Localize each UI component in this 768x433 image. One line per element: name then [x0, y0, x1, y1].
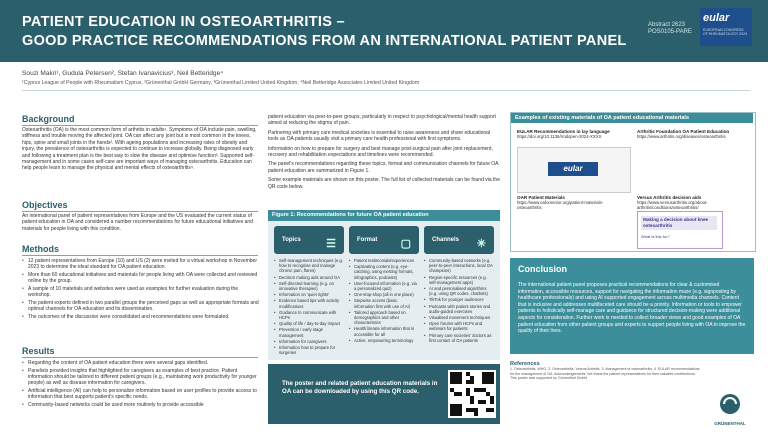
- qr-code[interactable]: [448, 370, 496, 418]
- methods-rule: [22, 255, 258, 256]
- figure-column-header: [424, 226, 494, 254]
- figure-1-title: Figure 1: Recommendations for future OA patient education: [268, 210, 500, 221]
- methods-item: • 12 patient representatives from Europe (10) and US (2) were invited for a virtual workshop in November 2023 to determine the ideal standard for OA patient education.: [22, 258, 260, 270]
- channels-list: [424, 258, 494, 343]
- figure-list-item: • Guidance to communicate with HCPs: [274, 310, 344, 320]
- example-item: [517, 195, 627, 211]
- eular-logo-subtitle: EUROPEAN CONGRESS OF RHEUMATOLOGY 2024: [703, 28, 747, 36]
- figure-list-item: • One-stop-shop (all in one place): [349, 292, 419, 297]
- figure-column-topics: [274, 226, 344, 356]
- figure-column-header: [349, 226, 419, 254]
- figure-list-item: • Decision making aids around OA: [274, 275, 344, 280]
- example-name: OAR Patient Materials: [517, 195, 565, 200]
- background-heading: Background: [22, 114, 75, 124]
- objectives-heading: Objectives: [22, 200, 68, 210]
- figure-list-item: • Region-specific resources (e.g. self-management apps): [424, 275, 494, 285]
- methods-heading: Methods: [22, 244, 59, 254]
- examples-panel: [510, 112, 756, 252]
- figure-column-format: [349, 226, 419, 344]
- eular-thumbnail-logo: eular: [548, 162, 598, 176]
- abstract-id: Abstract 2623: [648, 22, 686, 28]
- figure-list-item: • Primary care societies' doctors as first contact of OA patients: [424, 333, 494, 343]
- figure-list-item: • Captivating content (e.g. eye-catching, using existing formats, infographics, podcasts): [349, 264, 419, 280]
- title-line-1: PATIENT EDUCATION IN OSTEOARTHRITIS –: [22, 14, 345, 30]
- company-logo-text: GRÜNENTHAL: [714, 421, 746, 426]
- methods-item: • The patient experts defined in two parallel groups the perceived gaps as well as appropriate formats and optimal channels for OA education and its dissemination.: [22, 300, 260, 312]
- company-logo: [708, 392, 752, 426]
- results-item: • Community-based networks could be used more routinely to provide accessible: [22, 402, 260, 408]
- figure-list-item: • Evidence based tips with activity modifications: [274, 298, 344, 308]
- middle-paragraph-3: Information on how to prepare for surgery and best manage post-surgical pain after joint replacement, recovery and rehabilitation expectations and timelines were recommended.: [268, 145, 493, 159]
- figure-list-item: • Podcasts with patient stories and audio-guided exercises: [424, 304, 494, 314]
- eular-logo-text: eular: [703, 12, 730, 24]
- poster-id: POS0105-PARE: [648, 29, 692, 35]
- example-link[interactable]: https://www.oaforsenior.org/patient-materials-osteoarthritis: [517, 200, 604, 211]
- abstract-number: [648, 22, 692, 36]
- methods-item: • A sample of 10 materials and websites were used as examples for further evaluation during the workshop.: [22, 286, 260, 298]
- middle-paragraph-1: patient education via peer-to-peer groups, particularly in respect to psychological/mental health support aimed at reducing the stigma of pain.: [268, 114, 496, 127]
- middle-paragraph-4: The panel's recommendations regarding these topics, format and communication channels for future OA patient education are summarized in Figure 1.: [268, 161, 499, 174]
- figure-list-item: • TikTok for younger audiences: [424, 297, 494, 302]
- objectives-text: An international panel of patient representatives from Europe and the US evaluated the current status of patient education in OA and considered a number recommendations for future educational initiatives and materials for people living with this condition.: [22, 213, 253, 232]
- figure-list-item: • Patient testimonials/experiences: [349, 258, 419, 263]
- authors: Souzi Makri¹, Gudula Petersen², Stefan Ivanavicius³, Neil Betteridge⁴: [22, 70, 224, 77]
- figure-list-item: • Self-directed learning (e.g. on innovative therapies): [274, 281, 344, 291]
- conclusion-panel: [510, 258, 754, 354]
- middle-paragraph-2: Partnering with primary care medical societies is essential to raise awareness and share educational tools as OA patients usually visit a primary care health professional with first symptoms.: [268, 129, 491, 143]
- figure-list-item: • Self-management techniques (e.g. how to recognise and manage chronic pain, flares): [274, 258, 344, 274]
- references: [510, 362, 700, 381]
- references-heading: References: [510, 361, 540, 367]
- thumbnail-heading: Making a decision about knee osteoarthritis: [641, 216, 717, 230]
- example-item: [637, 129, 749, 139]
- poster-header: [0, 0, 768, 62]
- example-name: EULAR Recommendations in lay language: [517, 129, 610, 134]
- figure-list-item: • Community-based networks (e.g. peer-to-peer interactions, local OA champions): [424, 258, 494, 274]
- example-thumbnail: [517, 147, 631, 193]
- column-label: Topics: [282, 237, 301, 243]
- figure-list-item: • Health literate information that is accessible for all: [349, 326, 419, 336]
- results-item: • Panelists provided insights that highlighted for caregivers as examples of best practice. Patient information should be tailored to different patient groups (e.g., maintaining work productivity for younger people) as well as disease information for caregivers.: [22, 368, 260, 387]
- methods-item: • The outcomes of the discussion were consolidated and recommendations were formulated.: [22, 314, 260, 320]
- example-name: Versus Arthritis decision aids: [637, 195, 702, 200]
- affiliations: ¹Cyprus League of People with Rheumatism Cyprus, ²Grünenthal GmbH Germany, ³Grünenthal Limited United Kingdom, ⁴Neil Betteridge Associates Limited United Kingdom: [22, 80, 420, 86]
- figure-list-item: • Visualised movement techniques: [424, 315, 494, 320]
- figure-list-item: • Active, empowering terminology: [349, 338, 419, 343]
- format-list: [349, 258, 419, 343]
- methods-list: [22, 258, 260, 322]
- figure-list-item: • Information on 'quiet rights': [274, 292, 344, 297]
- results-list: [22, 360, 260, 410]
- figure-list-item: • Prevention / early stage management: [274, 327, 344, 337]
- grunenthal-logo-icon: [708, 392, 752, 416]
- example-item: [637, 195, 749, 211]
- eular-logo: [700, 8, 752, 46]
- figure-list-item: • Open forums with HCPs and webinars for patients: [424, 321, 494, 331]
- column-label: Format: [357, 237, 378, 243]
- figure-list-item: • Quality of life / day-to-day impact: [274, 321, 344, 326]
- results-item: • Regarding the content of OA patient education there were several gaps identified.: [22, 360, 260, 366]
- figure-list-item: • User-focused information (e.g. via a personalized quiz): [349, 281, 419, 291]
- middle-paragraph-5: Some example materials are shown on this poster. The full list of collected materials can be found via the QR code below.: [268, 177, 500, 190]
- example-link[interactable]: https://www.arthritis.org/diseases/osteoarthritis: [637, 134, 726, 140]
- figure-column-channels: [424, 226, 494, 344]
- network-icon: ✳: [476, 238, 486, 250]
- example-link[interactable]: https://www.versusarthritis.org/about-arthritis/conditions/osteoarthritis/: [637, 200, 708, 211]
- conclusion-heading: Conclusion: [518, 264, 567, 274]
- results-heading: Results: [22, 346, 55, 356]
- references-text: 1. Osteoarthritis. WHO. 2. Osteoarthritis. Versus Arthritis. 3. Management of osteoarthritis. 4. EULAR recommendations for the management of OA. Acknowledgements: We thank the patient representatives for their valuable contributions. This poster was supported by Grünenthal GmbH.: [510, 367, 700, 381]
- results-rule: [22, 357, 258, 358]
- background-text: Osteoarthritis (OA) is the most common form of arthritis in adults¹. Symptoms of OA include pain, swelling, stiffness and trouble moving the affected joint. OA can affect any joint but is most common in the knees, hips, spine and small joints in the hands². With ageing populations and increasing rates of obesity and injury, the prevalence of osteoarthritis is expected to continue to increase globally. Being diagnosed early and following a treatment plan is the best way to slow the disease and optimise function³. Supported self-management and in some cases self-care are important ways of managing osteoarthritis. Education can help people learn to manage the physical and mental effects of osteoarthritis⁴.: [22, 127, 257, 172]
- thumbnail-subheading: What is this for?: [641, 234, 670, 239]
- example-link[interactable]: https://doi.org/10.1136/rmdopen-2024-XXXX: [517, 134, 602, 140]
- qr-banner: [268, 364, 500, 424]
- topics-list: [274, 258, 344, 355]
- example-name: Arthritis Foundation OA Patient Education: [637, 129, 730, 134]
- document-icon: ▢: [400, 238, 411, 250]
- figure-1: [268, 210, 500, 360]
- methods-item: • More than 60 educational initiatives and materials for people living with OA were collected and reviewed online by the group.: [22, 272, 260, 284]
- header-divider: [22, 90, 750, 91]
- figure-list-item: • AI and personalised algorithms (e.g. using QR codes, chatbots): [424, 286, 494, 296]
- figure-list-item: • Tailored approach based on demographics and other characteristics: [349, 310, 419, 326]
- examples-title: Examples of existing materials of OA patient educational materials: [511, 113, 753, 123]
- figure-list-item: • Stepwise access (basic information first with use of AI): [349, 298, 419, 308]
- column-label: Channels: [432, 237, 460, 243]
- title-line-2: GOOD PRACTICE RECOMMENDATIONS FROM AN INTERNATIONAL PATIENT PANEL: [22, 33, 627, 49]
- example-item: [517, 129, 627, 139]
- figure-list-item: • Information how to prepare for surgeries: [274, 345, 344, 355]
- conclusion-text: The international patient panel proposes practical recommendations for clear & customised information, accessible resources, support for navigating the information maze (e.g. signposting by healthcare professionals) and using AI supported engagement across multimedia channels. Content that is inclusive and addresses multifaceted care should be a priority. Information or tools to empower patients to holistically self-manage care and guidance for structured decision-making were additional aspects for consideration. Further work is needed to collect broader views and good examples of OA patient education from other patient groups and experts to support people living with OA to improve the quality of their lives.: [518, 282, 746, 335]
- objectives-rule: [22, 211, 258, 212]
- qr-banner-text: The poster and related patient education materials in OA can be downloaded by using this QR code.: [282, 380, 438, 395]
- figure-list-item: • Information for caregivers: [274, 339, 344, 344]
- results-item: • Artificial intelligence (AI) can help to personalize information based on user profiles to provide access to information that best supports patient's specific needs.: [22, 388, 260, 400]
- figure-column-header: [274, 226, 344, 254]
- poster-title: [22, 13, 627, 51]
- middle-text: [268, 114, 500, 190]
- background-rule: [22, 125, 258, 126]
- book-icon: ☰: [326, 238, 336, 250]
- versus-arthritis-thumbnail: [637, 211, 723, 249]
